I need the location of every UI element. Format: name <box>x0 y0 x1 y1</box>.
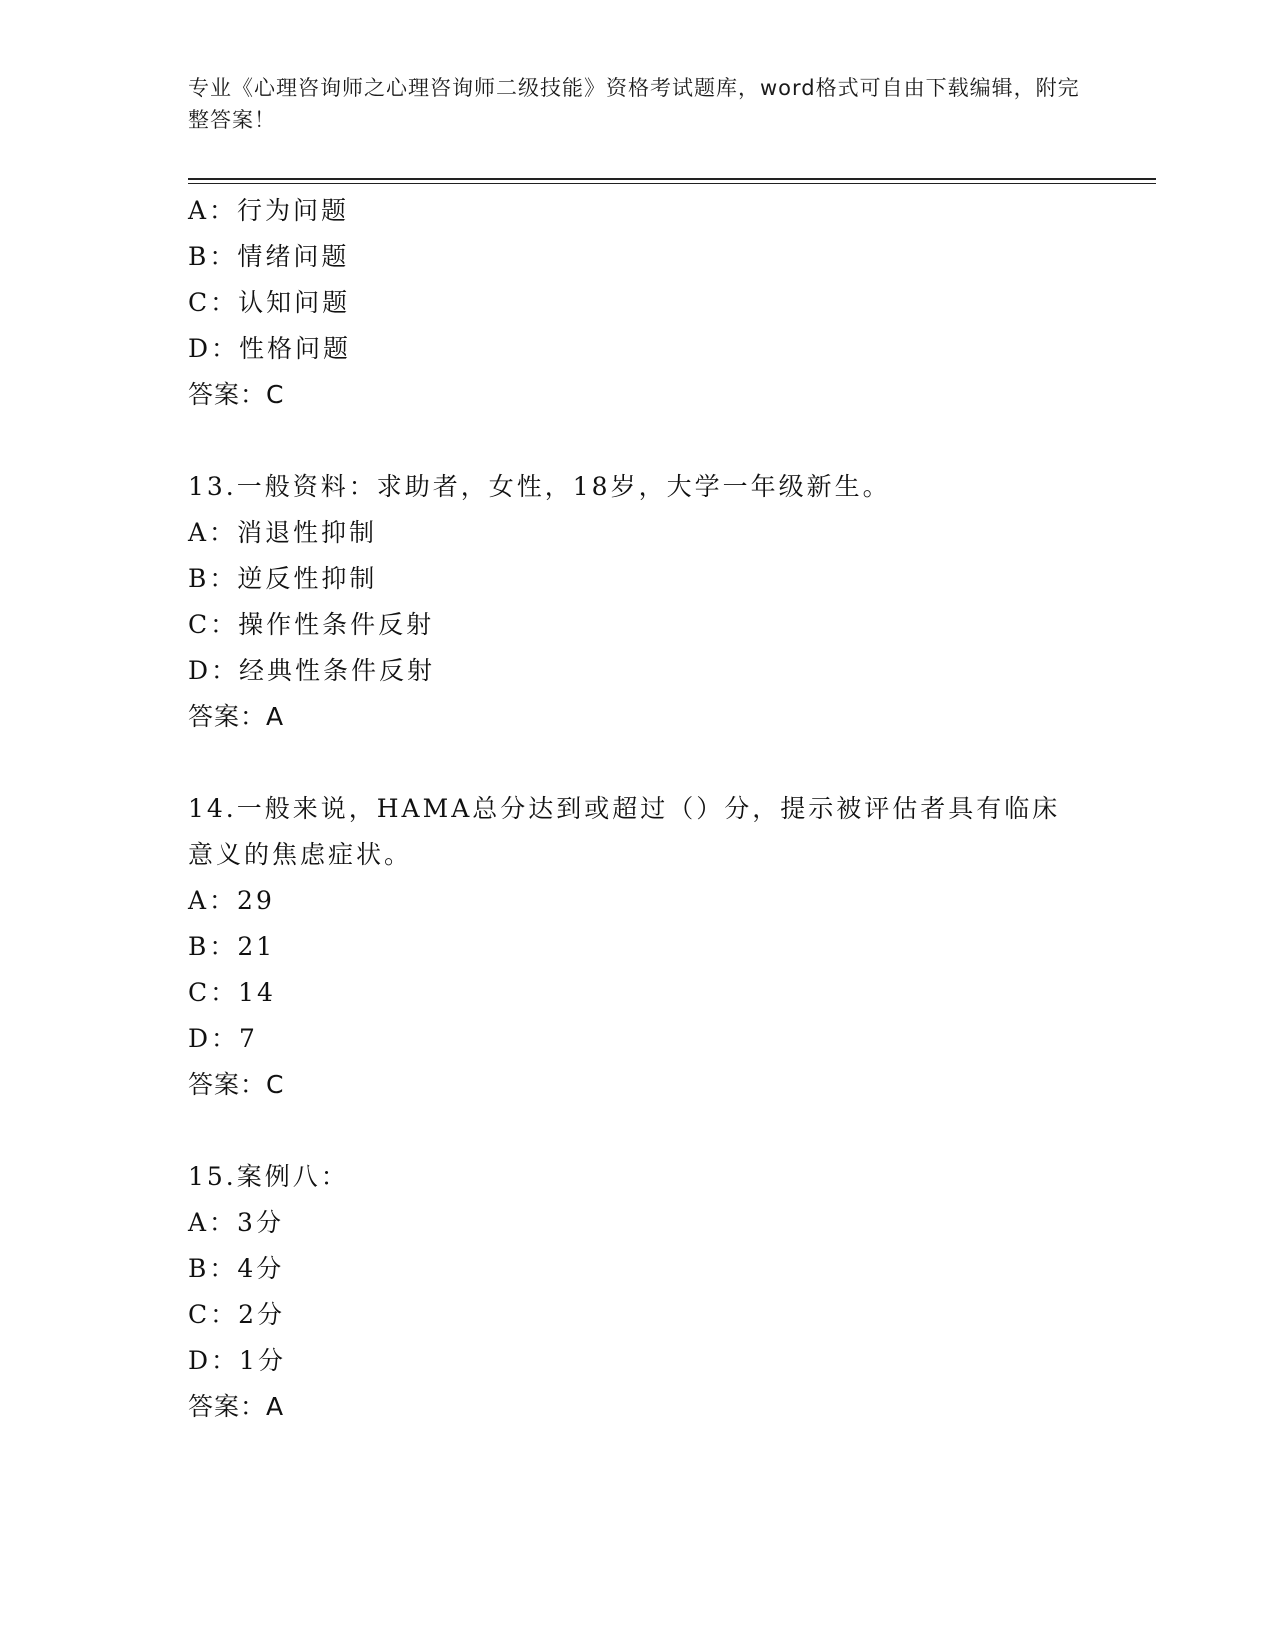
option-c: C：认知问题 <box>188 288 351 317</box>
option-c: C：14 <box>188 978 276 1007</box>
option-d: D：性格问题 <box>188 334 352 363</box>
option-a: A：行为问题 <box>188 196 350 225</box>
option-b: B：情绪问题 <box>188 242 350 271</box>
option-a: A：29 <box>188 886 275 915</box>
answer-line: 答案：C <box>188 380 285 409</box>
option-c: C：2分 <box>188 1300 286 1329</box>
question-12 <box>188 188 1088 418</box>
option-d: D：1分 <box>188 1346 286 1375</box>
header-divider-thick <box>188 178 1156 180</box>
question-15 <box>188 1154 1088 1430</box>
question-text: 13.一般资料：求助者，女性，18岁，大学一年级新生。 <box>188 472 891 501</box>
header-divider-thin <box>188 183 1156 184</box>
option-a: A：消退性抑制 <box>188 518 378 547</box>
question-text: 15.案例八： <box>188 1162 349 1191</box>
option-c: C：操作性条件反射 <box>188 610 435 639</box>
option-a: A：3分 <box>188 1208 284 1237</box>
question-text: 14.一般来说，HAMA总分达到或超过（）分，提示被评估者具有临床意义的焦虑症状。 <box>188 794 1061 869</box>
question-13 <box>188 464 1088 740</box>
document-header: 专业《心理咨询师之心理咨询师二级技能》资格考试题库，word格式可自由下载编辑，附完整答案！ <box>188 76 1080 132</box>
question-14 <box>188 786 1088 1108</box>
option-d: D：7 <box>188 1024 258 1053</box>
option-b: B：21 <box>188 932 276 961</box>
answer-line: 答案：A <box>188 1392 285 1421</box>
option-b: B：逆反性抑制 <box>188 564 378 593</box>
option-d: D：经典性条件反射 <box>188 656 436 685</box>
answer-line: 答案：A <box>188 702 285 731</box>
question-list <box>188 188 1088 1430</box>
answer-line: 答案：C <box>188 1070 285 1099</box>
option-b: B：4分 <box>188 1254 285 1283</box>
